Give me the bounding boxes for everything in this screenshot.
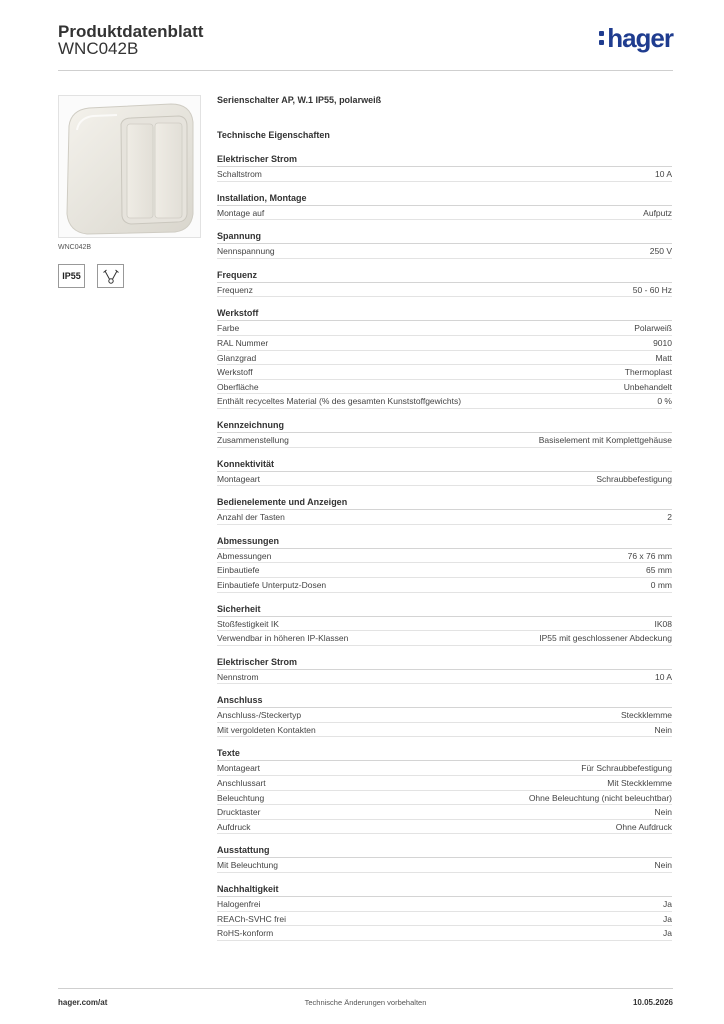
article-number: WNC042B [58, 39, 139, 58]
spec-row [217, 897, 672, 912]
section-title: Anschluss [217, 694, 672, 708]
spec-row [217, 167, 672, 182]
page-footer [58, 988, 673, 1019]
spec-label: RAL Nummer [217, 337, 269, 348]
product-name: Serienschalter AP, W.1 IP55, polarweiß [217, 95, 382, 105]
spec-row [217, 761, 672, 776]
spec-value: Basiselement mit Komplettgehäuse [538, 434, 672, 445]
section-title: Ausstattung [217, 844, 672, 858]
spec-label: Beleuchtung [217, 792, 265, 803]
spec-section [217, 307, 672, 409]
spec-value: 9010 [653, 337, 672, 348]
spec-section [217, 192, 672, 221]
section-title: Kennzeichnung [217, 419, 672, 433]
spec-row [217, 926, 672, 941]
section-title: Elektrischer Strom [217, 153, 672, 167]
spec-value: Ohne Beleuchtung (nicht beleuchtbar) [528, 792, 672, 803]
spec-row [217, 244, 672, 259]
spec-row [217, 336, 672, 351]
spec-row [217, 510, 672, 525]
spec-section [217, 656, 672, 685]
series-switch-symbol-badge [97, 264, 124, 288]
spec-label: REACh-SVHC frei [217, 913, 286, 924]
spec-label: Abmessungen [217, 550, 272, 561]
spec-value: Steckklemme [620, 710, 672, 721]
spec-section [217, 603, 672, 646]
spec-label: Einbautiefe [217, 565, 260, 576]
spec-row [217, 549, 672, 564]
technical-properties-title: Technische Eigenschaften [217, 130, 330, 140]
spec-value: 10 A [654, 671, 672, 682]
spec-label: Anschlussart [217, 778, 266, 789]
spec-row [217, 858, 672, 873]
spec-label: Stoßfestigkeit IK [217, 618, 279, 629]
document-title: Produktdatenblatt [58, 22, 204, 41]
spec-value: Ja [663, 913, 672, 924]
ip-rating-label: IP55 [62, 271, 81, 281]
spec-label: Farbe [217, 323, 240, 334]
spec-row [217, 433, 672, 448]
spec-value: Ohne Aufdruck [615, 821, 672, 832]
section-title: Sicherheit [217, 603, 672, 617]
spec-value: Ja [663, 928, 672, 939]
spec-value: 2 [667, 512, 672, 523]
spec-row [217, 791, 672, 806]
spec-label: Montageart [217, 473, 260, 484]
spec-value: Aufputz [643, 207, 672, 218]
spec-label: Halogenfrei [217, 899, 261, 910]
section-title: Installation, Montage [217, 192, 672, 206]
spec-label: Anzahl der Tasten [217, 512, 285, 523]
spec-label: Glanzgrad [217, 352, 257, 363]
spec-label: RoHS-konform [217, 928, 274, 939]
spec-row [217, 351, 672, 366]
spec-label: Montageart [217, 763, 260, 774]
spec-label: Aufdruck [217, 821, 251, 832]
spec-label: Nennstrom [217, 671, 259, 682]
spec-value: IP55 mit geschlossener Abdeckung [539, 633, 672, 644]
spec-label: Werkstoff [217, 367, 253, 378]
spec-row [217, 321, 672, 336]
spec-value: Ja [663, 899, 672, 910]
spec-value: Unbehandelt [623, 381, 672, 392]
spec-row [217, 912, 672, 927]
footer-website: hager.com/at [58, 998, 108, 1007]
series-switch-symbol-icon [101, 267, 121, 285]
spec-section [217, 269, 672, 298]
spec-row [217, 723, 672, 738]
spec-row [217, 708, 672, 723]
section-title: Nachhaltigkeit [217, 883, 672, 897]
spec-value: 50 - 60 Hz [632, 284, 672, 295]
section-title: Abmessungen [217, 535, 672, 549]
spec-section [217, 496, 672, 525]
spec-row [217, 617, 672, 632]
spec-label: Einbautiefe Unterputz-Dosen [217, 579, 327, 590]
spec-label: Anschluss-/Steckertyp [217, 710, 302, 721]
page-header [58, 20, 673, 71]
spec-label: Frequenz [217, 284, 253, 295]
spec-row [217, 631, 672, 646]
spec-value: Nein [654, 860, 672, 871]
spec-value: Nein [654, 807, 672, 818]
spec-value: 250 V [649, 246, 672, 257]
product-photo-icon [59, 96, 200, 237]
footer-date: 10.05.2026 [632, 998, 673, 1007]
spec-row [217, 365, 672, 380]
hager-logo [599, 24, 673, 52]
spec-row [217, 805, 672, 820]
spec-label: Nennspannung [217, 246, 275, 257]
spec-section [217, 230, 672, 259]
spec-label: Montage auf [217, 207, 265, 218]
spec-row [217, 563, 672, 578]
spec-value: 10 A [654, 169, 672, 179]
spec-value: Für Schraubbefestigung [581, 763, 672, 774]
spec-value: Nein [654, 724, 672, 735]
spec-section [217, 153, 672, 182]
spec-label: Mit Beleuchtung [217, 860, 278, 871]
section-title: Elektrischer Strom [217, 656, 672, 670]
spec-section [217, 458, 672, 487]
spec-row [217, 380, 672, 395]
spec-value: Thermoplast [624, 367, 672, 378]
spec-value: Mit Steckklemme [607, 778, 672, 789]
logo-colon-mark [599, 31, 604, 45]
spec-value: Polarweiß [634, 323, 672, 334]
spec-value: Matt [655, 352, 672, 363]
logo-text: hager [607, 23, 673, 53]
spec-label: Verwendbar in höheren IP-Klassen [217, 633, 349, 644]
spec-row [217, 820, 672, 835]
spec-value: 0 % [657, 396, 672, 407]
spec-label: Schaltstrom [217, 169, 262, 179]
spec-section [217, 844, 672, 873]
spec-row [217, 394, 672, 409]
spec-label: Mit vergoldeten Kontakten [217, 724, 316, 735]
spec-section [217, 694, 672, 737]
ip-rating-badge [58, 264, 85, 288]
product-image [58, 95, 201, 238]
spec-content [217, 93, 672, 941]
spec-value: 65 mm [646, 565, 672, 576]
spec-value: 76 x 76 mm [627, 550, 672, 561]
section-title: Spannung [217, 230, 672, 244]
footer-note: Technische Änderungen vorbehalten [304, 998, 427, 1007]
spec-row [217, 578, 672, 593]
section-title: Texte [217, 747, 672, 761]
spec-value: 0 mm [650, 579, 672, 590]
spec-section [217, 535, 672, 593]
section-title: Frequenz [217, 269, 672, 283]
spec-row [217, 776, 672, 791]
spec-row [217, 283, 672, 298]
section-title: Bedienelemente und Anzeigen [217, 496, 672, 510]
spec-label: Enthält recyceltes Material (% des gesamten Kunststoffgewichts) [217, 396, 462, 407]
spec-section [217, 419, 672, 448]
spec-value: Schraubbefestigung [596, 473, 672, 484]
image-caption: WNC042B [58, 244, 92, 251]
spec-row [217, 670, 672, 685]
spec-value: IK08 [654, 618, 672, 629]
spec-row [217, 206, 672, 221]
spec-section [217, 883, 672, 941]
spec-section [217, 747, 672, 834]
spec-sections [217, 153, 672, 941]
spec-label: Drucktaster [217, 807, 261, 818]
spec-label: Zusammenstellung [217, 434, 289, 445]
spec-row [217, 472, 672, 487]
section-title: Werkstoff [217, 307, 672, 321]
spec-label: Oberfläche [217, 381, 259, 392]
section-title: Konnektivität [217, 458, 672, 472]
